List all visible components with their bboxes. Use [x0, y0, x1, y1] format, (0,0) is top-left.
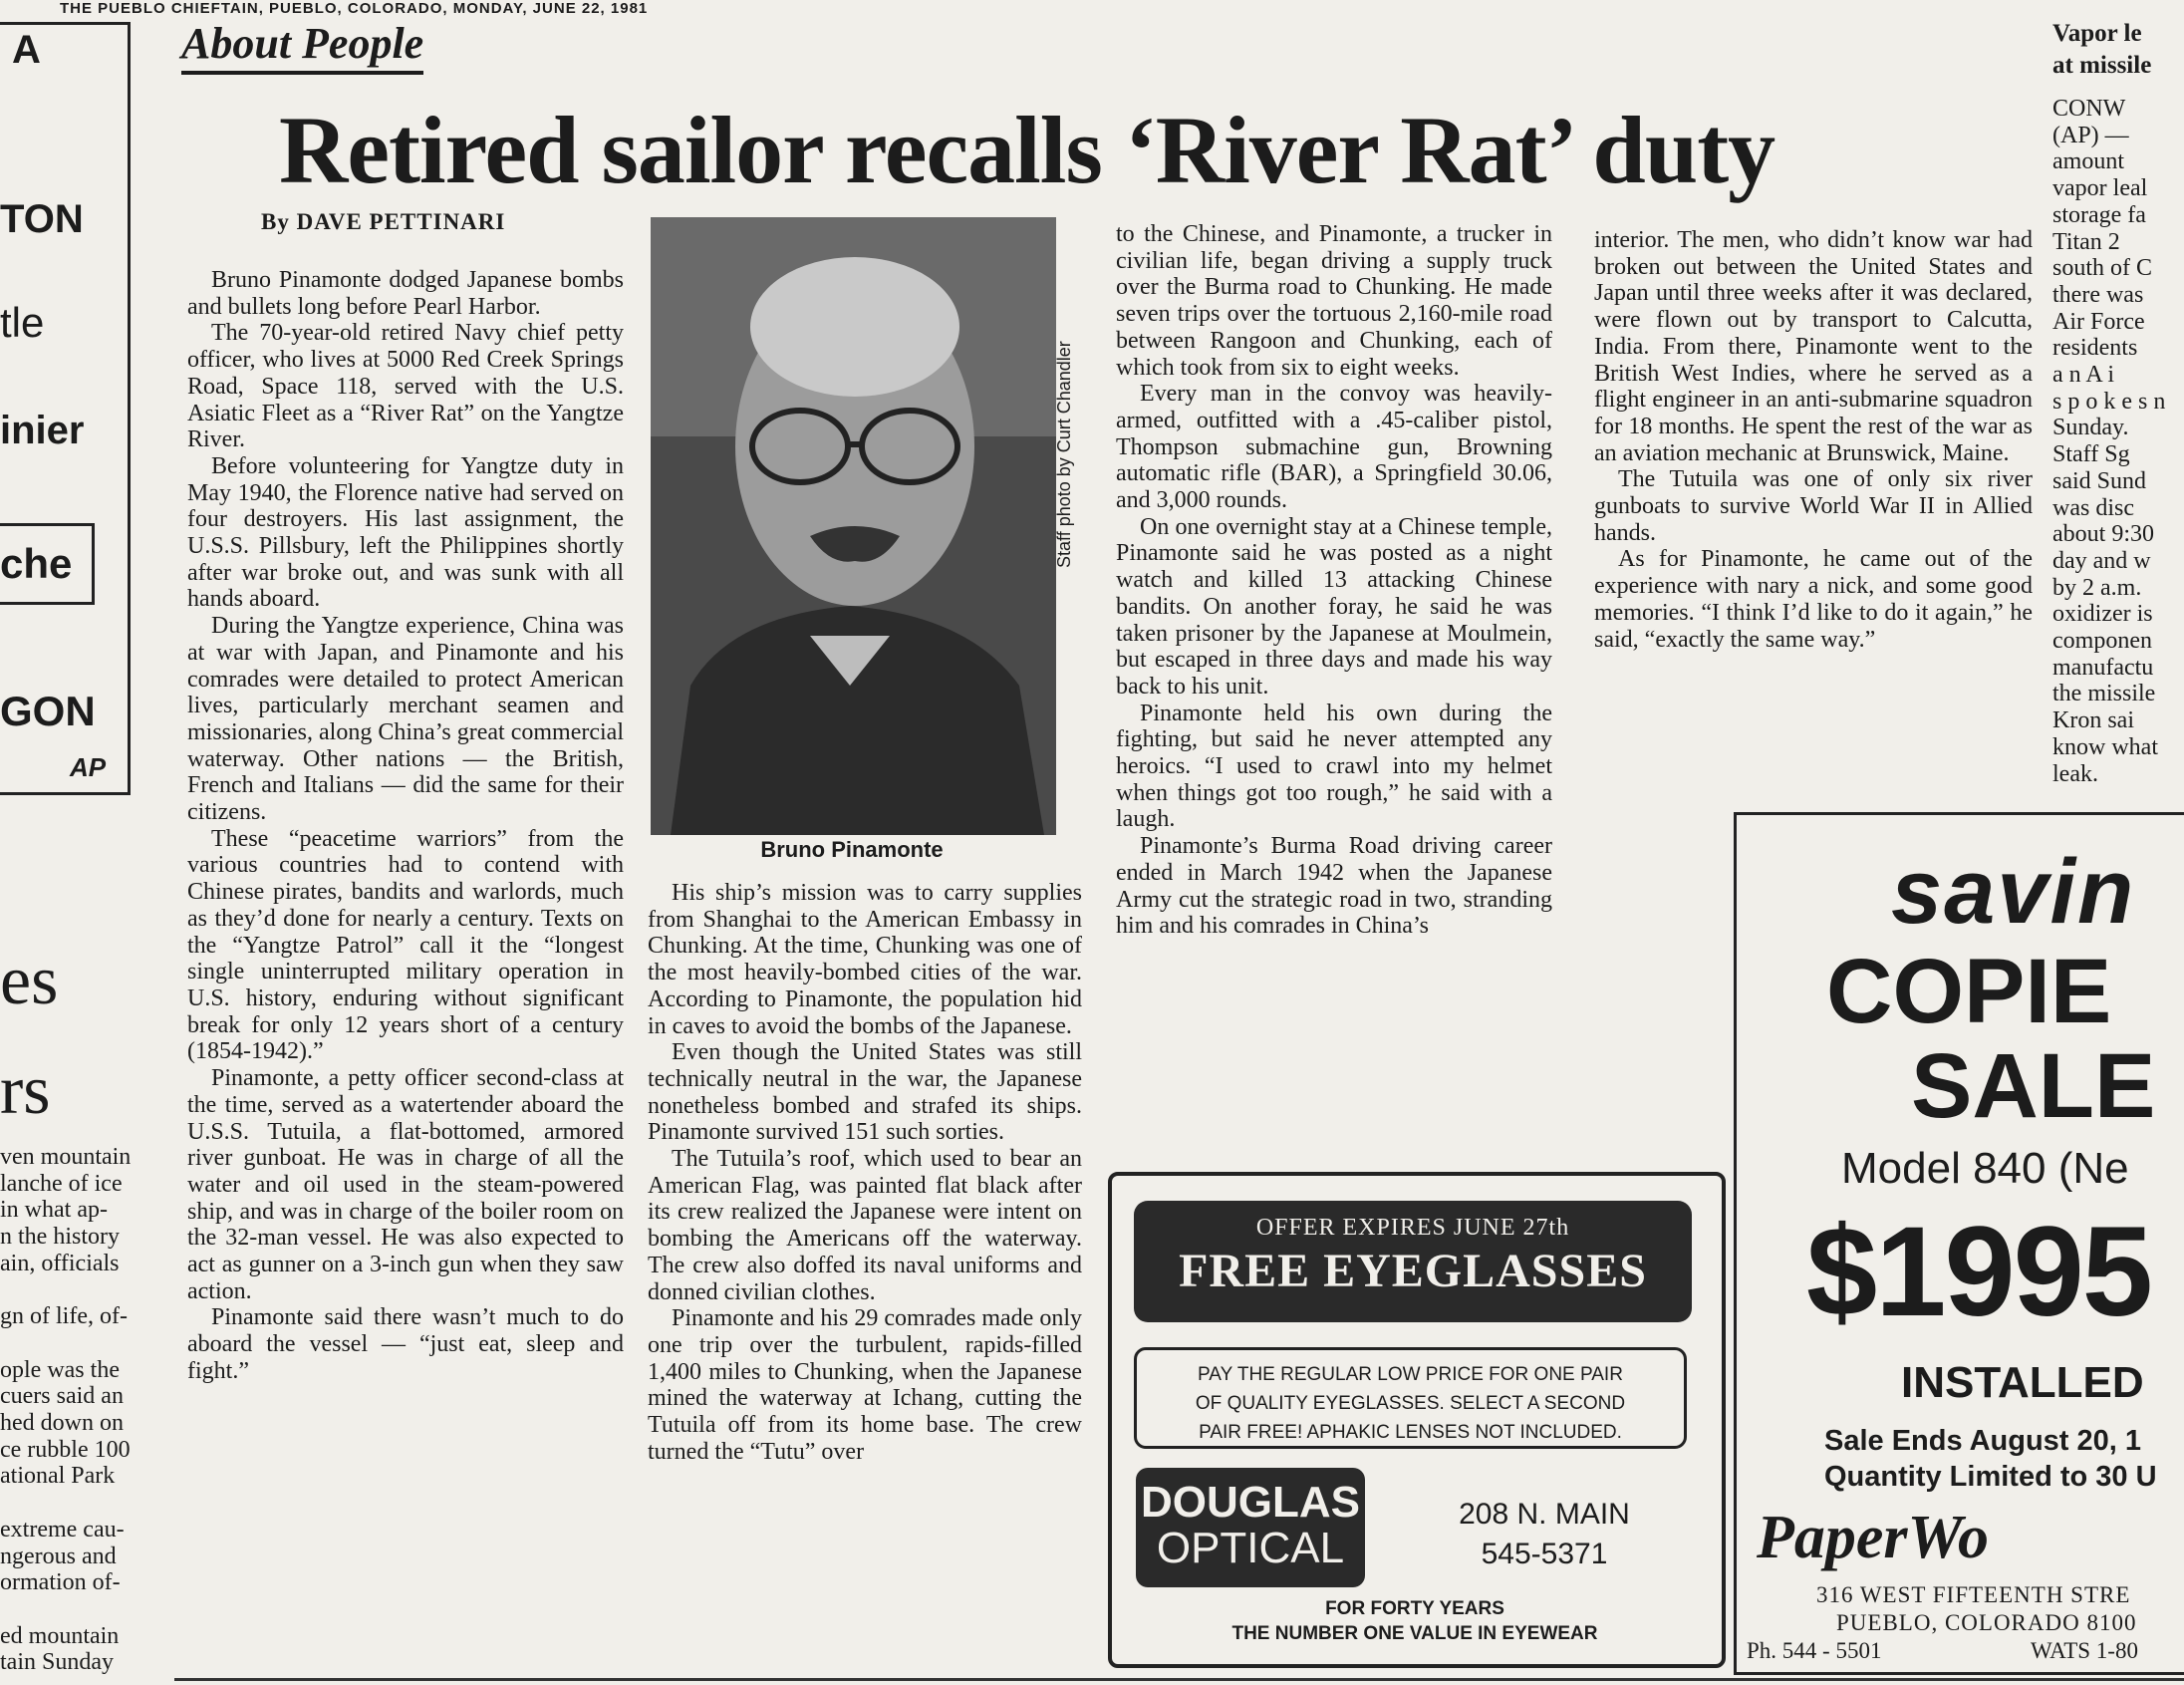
- paragraph: As for Pinamonte, he came out of the experience with nary a nick, and some good memories. “I think I’d like to do it again,” he said, “exactly the same way.”: [1594, 546, 2033, 653]
- article-column-2: [648, 880, 1082, 1465]
- ad-footer: [1136, 1596, 1694, 1646]
- text-line: (AP) —: [2052, 122, 2129, 148]
- right-headline-line: at missile: [2052, 52, 2152, 79]
- quantity-limit: Quantity Limited to 30 U: [1824, 1461, 2157, 1493]
- text-line: was disc: [2052, 494, 2134, 521]
- text-line: Air Force: [2052, 308, 2145, 335]
- text-line: in what ap-: [0, 1197, 108, 1224]
- text-line: about 9:30: [2052, 521, 2154, 548]
- text-line: ople was the: [0, 1356, 120, 1383]
- text-line: Titan 2: [2052, 228, 2120, 255]
- company-city: PUEBLO, COLORADO 8100: [1836, 1610, 2137, 1635]
- offer-line: OF QUALITY EYEGLASSES. SELECT A SECOND: [1195, 1393, 1626, 1414]
- ad-phone: 545-5371: [1481, 1538, 1608, 1570]
- installed-label: INSTALLED: [1901, 1358, 2144, 1407]
- left-fragment: A: [12, 28, 41, 72]
- company-logo: PaperWo: [1757, 1504, 1990, 1571]
- paragraph: The 70-year-old retired Navy chief petty officer, who lives at 5000 Red Creek Springs Road, Space 118, served with the U.S. Asiatic Fleet as a “River Rat” on the Yangtze River.: [187, 320, 624, 453]
- paragraph: Pinamonte’s Burma Road driving career ended in March 1942 when the Japanese Army cut the strategic road in two, stranding him and his comrades in China’s: [1116, 833, 1552, 940]
- text-line: residents: [2052, 335, 2138, 362]
- text-line: componen: [2052, 628, 2152, 655]
- paragraph: Even though the United States was still technically neutral in the war, the Japanese nonetheless bombed and strafed its ships. Pinamonte survived 151 such sorties.: [648, 1039, 1082, 1146]
- text-line: extreme cau-: [0, 1516, 125, 1543]
- text-line: storage fa: [2052, 201, 2146, 228]
- text-line: lanche of ice: [0, 1170, 123, 1197]
- photo-caption: Bruno Pinamonte: [760, 837, 944, 862]
- article-column-3: [1116, 221, 1552, 940]
- paragraph: interior. The men, who didn’t know war had broken out between the United States and Japan until three weeks after it was declared, were flown out by transport to Calcutta, India. From there, Pinamonte went to the British West Indies, where he served as a flight engineer in an anti-submarine squadron for 18 months. He spent the rest of the war as an aviation mechanic at Brunswick, Maine.: [1594, 227, 2033, 466]
- section-title: About People: [181, 18, 423, 75]
- article-column-1: [187, 267, 624, 1385]
- paragraph: The Tutuila was one of only six river gunboats to survive World War II in Allied hands.: [1594, 466, 2033, 546]
- headline: Retired sailor recalls ‘River Rat’ duty: [279, 97, 1775, 203]
- right-text-fragments: [2052, 18, 2184, 787]
- footer-line: FOR FORTY YEARS: [1325, 1598, 1504, 1619]
- text-line: ormation of-: [0, 1569, 121, 1596]
- text-line: know what: [2052, 733, 2158, 760]
- bottom-rule: [174, 1678, 2184, 1681]
- logo-top: DOUGLAS: [1141, 1478, 1360, 1527]
- left-fragment: es: [0, 943, 59, 1019]
- paragraph: On one overnight stay at a Chinese temple, Pinamonte said he was posted as a night watch and killed 13 attacking Chinese bandits. On another foray, he said he was taken prisoner by the Japanese at Moulmein, but escaped in three days and made his way back to his unit.: [1116, 513, 1552, 700]
- text-line: said Sund: [2052, 467, 2147, 494]
- model-line: Model 840 (Ne: [1841, 1144, 2129, 1193]
- text-line: cuers said an: [0, 1383, 124, 1410]
- left-fragment: TON: [0, 197, 84, 241]
- text-line: tain Sunday: [0, 1649, 114, 1676]
- photo-credit: Staff photo by Curt Chandler: [1054, 341, 1074, 568]
- paragraph: to the Chinese, and Pinamonte, a trucker in civilian life, began driving a supply truck over the Burma road to Chunking. He made seven trips over the tortuous 2,160-mile road between Rangoon and Chunking, each of which took from six to eight weeks.: [1116, 221, 1552, 381]
- right-headline-line: Vapor le: [2052, 20, 2142, 47]
- paragraph: Bruno Pinamonte dodged Japanese bombs and bullets long before Pearl Harbor.: [187, 267, 624, 320]
- douglas-optical-logo: [1136, 1468, 1365, 1587]
- left-fragment: GON: [0, 688, 96, 734]
- text-line: south of C: [2052, 255, 2153, 282]
- masthead: THE PUEBLO CHIEFTAIN, PUEBLO, COLORADO, MONDAY, JUNE 22, 1981: [60, 0, 649, 17]
- left-text-fragments: [0, 1144, 184, 1676]
- left-fragment: inier: [0, 409, 85, 452]
- logo-bottom: OPTICAL: [1156, 1524, 1345, 1572]
- text-line: [0, 1277, 184, 1304]
- left-fragment: rs: [0, 1052, 51, 1129]
- text-line: [0, 1330, 184, 1357]
- copier-heading: COPIE: [1826, 941, 2112, 1042]
- eyeglasses-offer-box: [1134, 1347, 1687, 1449]
- text-line: [0, 1596, 184, 1623]
- text-line: by 2 a.m.: [2052, 574, 2142, 601]
- paragraph: Pinamonte, a petty officer second-class at the time, served as a watertender aboard the U.S.S. Tutuila, a flat-bottomed, armored river gunboat. He was in charge of all the water and oil used in the steam-powered ship, and was in charge of the boiler room on the 32-man vessel. He was also expected to act as gunner on a 3-inch gun when they saw action.: [187, 1065, 624, 1304]
- offer-line: PAY THE REGULAR LOW PRICE FOR ONE PAIR: [1198, 1364, 1623, 1385]
- company-wats: WATS 1-80: [2031, 1638, 2138, 1663]
- text-line: CONW: [2052, 96, 2126, 122]
- text-line: vapor leal: [2052, 175, 2148, 202]
- byline: By DAVE PETTINARI: [261, 209, 506, 234]
- text-line: manufactu: [2052, 654, 2154, 681]
- company-street: 316 WEST FIFTEENTH STRE: [1816, 1582, 2131, 1607]
- paragraph: Pinamonte held his own during the fighting, but said he never attempted any heroics. “I used to crawl into my helmet when things got too rough,” he said with a laugh.: [1116, 700, 1552, 833]
- sale-heading: SALE: [1911, 1035, 2156, 1137]
- paragraph: Pinamonte and his 29 comrades made only one trip over the turbulent, rapids-filled 1,400 miles to Chunking, when the Japanese mined the waterway at Ichang, cutting the Tutuila off from its home base. The crew turned the “Tutu” over: [648, 1305, 1082, 1465]
- portrait-illustration: [651, 217, 1056, 835]
- paragraph: Every man in the convoy was heavily-armed, outfitted with a .45-caliber pistol, Thompson submachine gun, Browning automatic rifle (BAR), a Springfield 30.06, and 3,000 rounds.: [1116, 381, 1552, 514]
- text-line: Staff Sg: [2052, 441, 2130, 468]
- text-line: ce rubble 100: [0, 1436, 131, 1463]
- ap-logo: AP: [70, 752, 107, 782]
- paragraph: These “peacetime warriors” from the various countries had to contend with Chinese pirates, bandits and warlords, much as they’d done for nearly a century. Texts on the “Yangtze Patrol” call it the “longest single uninterrupted military operation in U.S. history, enduring without significant break for only 12 years short of a century (1854-1942).”: [187, 825, 624, 1065]
- text-line: [0, 1490, 184, 1517]
- left-fragment: che: [0, 523, 95, 605]
- text-line: ven mountain: [0, 1144, 132, 1170]
- text-line: day and w: [2052, 547, 2151, 574]
- portrait-photo: [651, 217, 1056, 835]
- eyeglasses-ad-banner: [1134, 1201, 1692, 1322]
- savin-logo: savin: [1891, 841, 2136, 943]
- left-fragment: tle: [0, 299, 45, 346]
- text-line: n the history: [0, 1224, 120, 1251]
- company-phone: Ph. 544 - 5501: [1747, 1638, 1882, 1663]
- article-column-4: [1594, 227, 2033, 653]
- text-line: the missile: [2052, 681, 2156, 707]
- price: $1995: [1806, 1201, 2151, 1343]
- text-line: s p o k e s n: [2052, 388, 2166, 415]
- text-line: there was: [2052, 281, 2144, 308]
- text-line: a n A i: [2052, 362, 2115, 389]
- offer-line: PAIR FREE! APHAKIC LENSES NOT INCLUDED.: [1199, 1422, 1622, 1443]
- footer-line: THE NUMBER ONE VALUE IN EYEWEAR: [1231, 1623, 1598, 1644]
- savin-copier-ad: [1734, 812, 2184, 1675]
- paragraph: Pinamonte said there wasn’t much to do aboard the vessel — “just eat, sleep and fight.”: [187, 1304, 624, 1384]
- text-line: Kron sai: [2052, 707, 2134, 734]
- text-line: amount: [2052, 148, 2124, 175]
- text-line: ain, officials: [0, 1250, 120, 1276]
- text-line: Sunday.: [2052, 415, 2129, 441]
- offer-expires: OFFER EXPIRES JUNE 27th: [1255, 1215, 1570, 1241]
- text-line: leak.: [2052, 760, 2098, 787]
- text-line: gn of life, of-: [0, 1303, 128, 1330]
- paragraph: His ship’s mission was to carry supplies from Shanghai to the American Embassy in Chunking. At the time, Chunking was one of the most heavily-bombed cities of the war. According to Pinamonte, the population hid in caves to avoid the bombs of the Japanese.: [648, 880, 1082, 1039]
- text-line: ational Park: [0, 1463, 116, 1490]
- text-line: oxidizer is: [2052, 601, 2153, 628]
- paragraph: Before volunteering for Yangtze duty in May 1940, the Florence native had served on four destroyers. His last assignment, the U.S.S. Pillsbury, left the Philippines shortly after war broke out, and was sunk with all hands aboard.: [187, 452, 624, 613]
- text-line: hed down on: [0, 1410, 124, 1436]
- ad-address: 208 N. MAIN: [1459, 1498, 1630, 1531]
- ad-title: FREE EYEGLASSES: [1179, 1245, 1647, 1297]
- paragraph: The Tutuila’s roof, which used to bear an American Flag, was painted flat black after its crew realized the Japanese were intent on bombing the Americans off the waterway. The crew also doffed its naval uniforms and donned civilian clothes.: [648, 1146, 1082, 1305]
- text-line: ngerous and: [0, 1543, 117, 1569]
- text-line: ed mountain: [0, 1622, 120, 1649]
- ad-contact: [1395, 1495, 1694, 1574]
- paragraph: During the Yangtze experience, China was at war with Japan, and Pinamonte and his comrades were detailed to protect American lives, particularly merchant seamen and missionaries, along China’s great commercial waterway. Other nations — the British, French and Italians — did the same for their citizens.: [187, 613, 624, 826]
- sale-ends: Sale Ends August 20, 1: [1824, 1425, 2142, 1457]
